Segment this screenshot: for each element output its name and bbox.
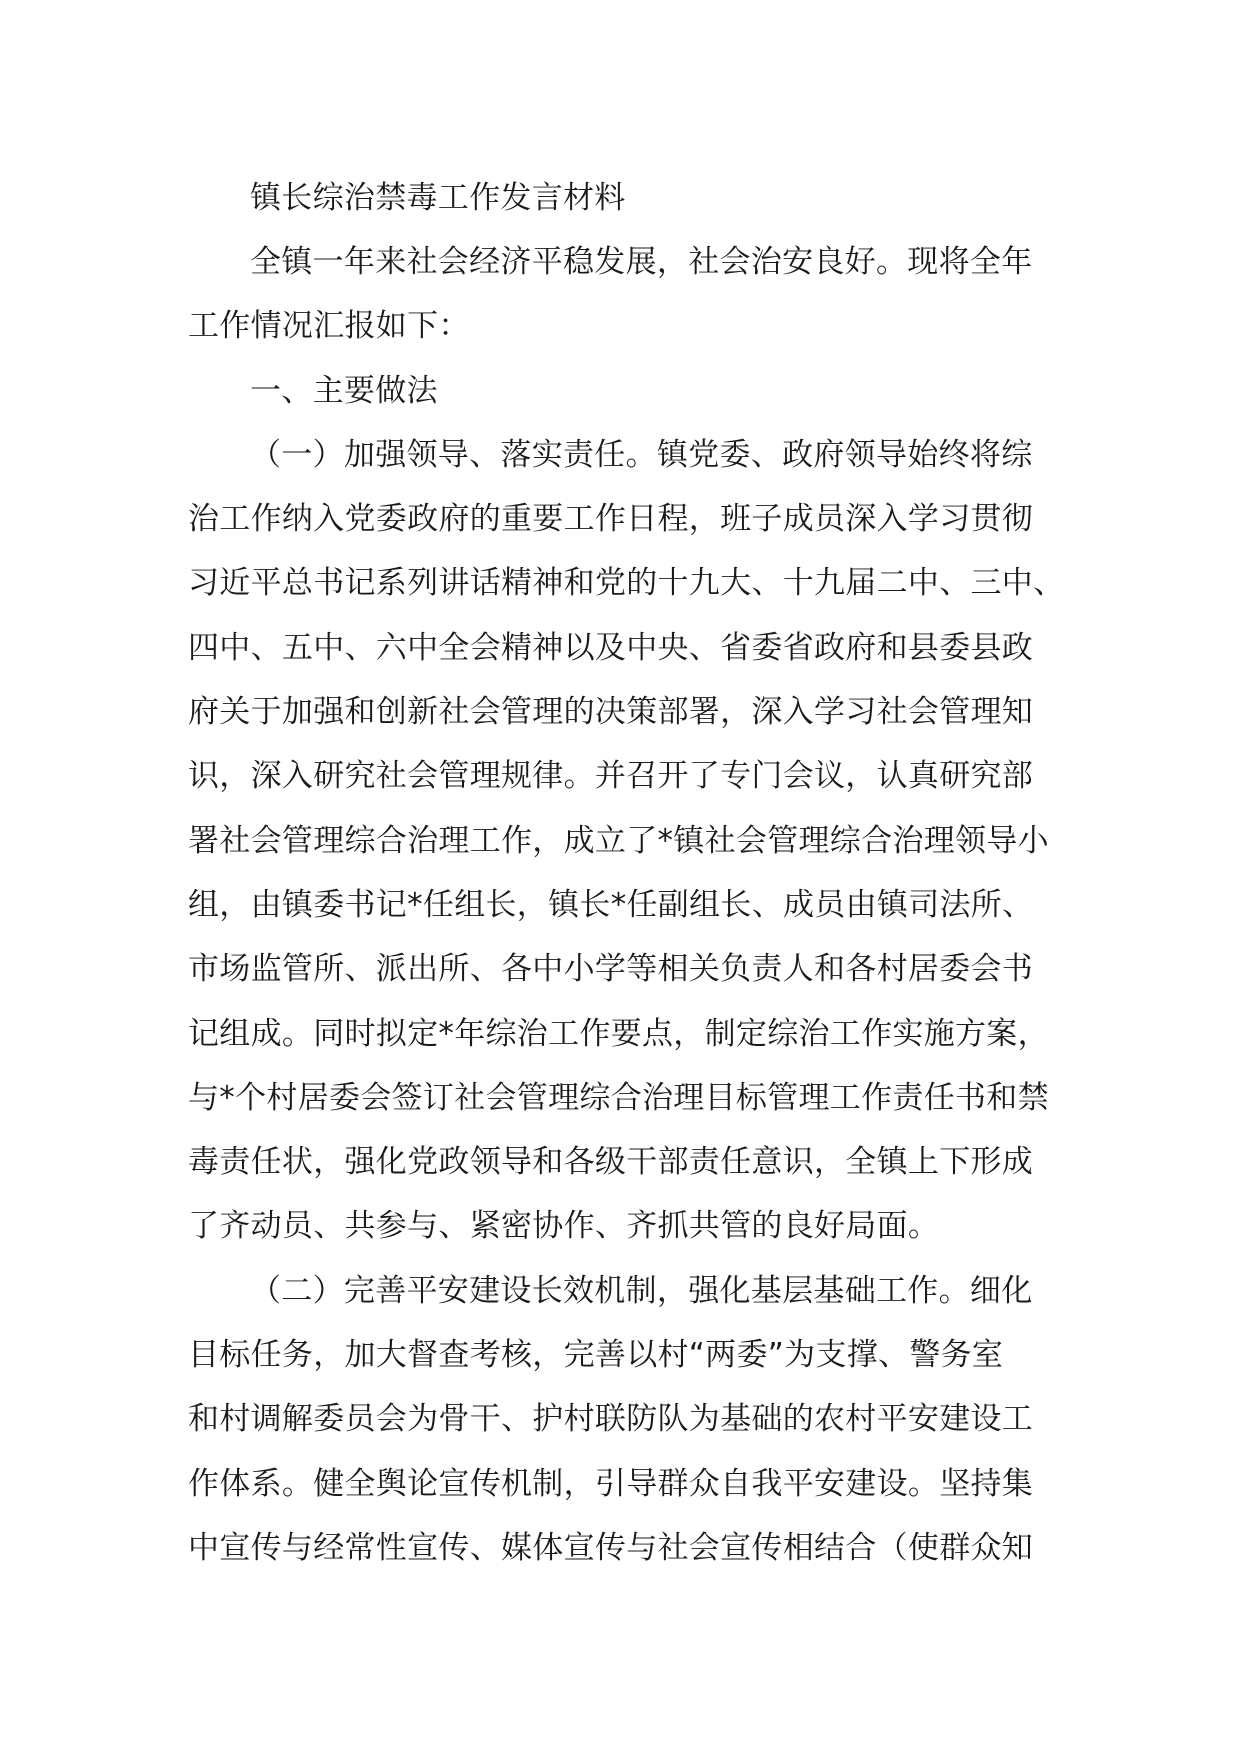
paragraph-leadership	[188, 423, 1068, 1259]
text-line: 府关于加强和创新社会管理的决策部署，深入学习社会管理知	[188, 694, 1034, 731]
text-line: 四中、五中、六中全会精神以及中央、省委省政府和县委县政	[188, 629, 1034, 666]
document-title: 镇长综治禁毒工作发言材料	[250, 180, 626, 216]
text-line: 中宣传与经常性宣传、媒体宣传与社会宣传相结合（使群众知	[188, 1529, 1034, 1566]
text-line: 组，由镇委书记*任组长，镇长*任副组长、成员由镇司法所、	[188, 886, 1034, 923]
text-line: 毒责任状，强化党政领导和各级干部责任意识，全镇上下形成	[188, 1144, 1034, 1181]
text-line: 习近平总书记系列讲话精神和党的十九大、十九届二中、三中、	[188, 565, 1065, 602]
text-line: （一）加强领导、落实责任。镇党委、政府领导始终将综	[250, 436, 1033, 473]
text-line: 了齐动员、共参与、紧密协作、齐抓共管的良好局面。	[188, 1208, 940, 1245]
document-body	[188, 166, 1068, 1580]
text-line: 署社会管理综合治理工作，成立了*镇社会管理综合治理领导小	[188, 822, 1049, 859]
text-line: 与*个村居委会签订社会管理综合治理目标管理工作责任书和禁	[188, 1079, 1049, 1116]
text-line: 作体系。健全舆论宣传机制，引导群众自我平安建设。坚持集	[188, 1465, 1034, 1502]
paragraph-intro	[188, 230, 1068, 359]
paragraph-mechanism	[188, 1259, 1068, 1580]
text-line: 和村调解委员会为骨干、护村联防队为基础的农村平安建设工	[188, 1401, 1034, 1438]
text-line: 记组成。同时拟定*年综治工作要点，制定综治工作实施方案，	[188, 1015, 1049, 1052]
section-heading-text: 一、主要做法	[250, 372, 438, 409]
text-line: 治工作纳入党委政府的重要工作日程，班子成员深入学习贯彻	[188, 501, 1034, 538]
text-line: 市场监管所、派出所、各中小学等相关负责人和各村居委会书	[188, 951, 1034, 988]
text-line: 工作情况汇报如下：	[188, 308, 470, 345]
text-line: 识，深入研究社会管理规律。并召开了专门会议，认真研究部	[188, 758, 1034, 795]
text-line: 目标任务，加大督查考核，完善以村“两委”为支撑、警务室	[188, 1337, 1004, 1374]
text-line: 全镇一年来社会经济平稳发展，社会治安良好。现将全年	[250, 244, 1033, 280]
section-heading	[188, 359, 1068, 423]
text-line: （二）完善平安建设长效机制，强化基层基础工作。细化	[250, 1272, 1033, 1309]
